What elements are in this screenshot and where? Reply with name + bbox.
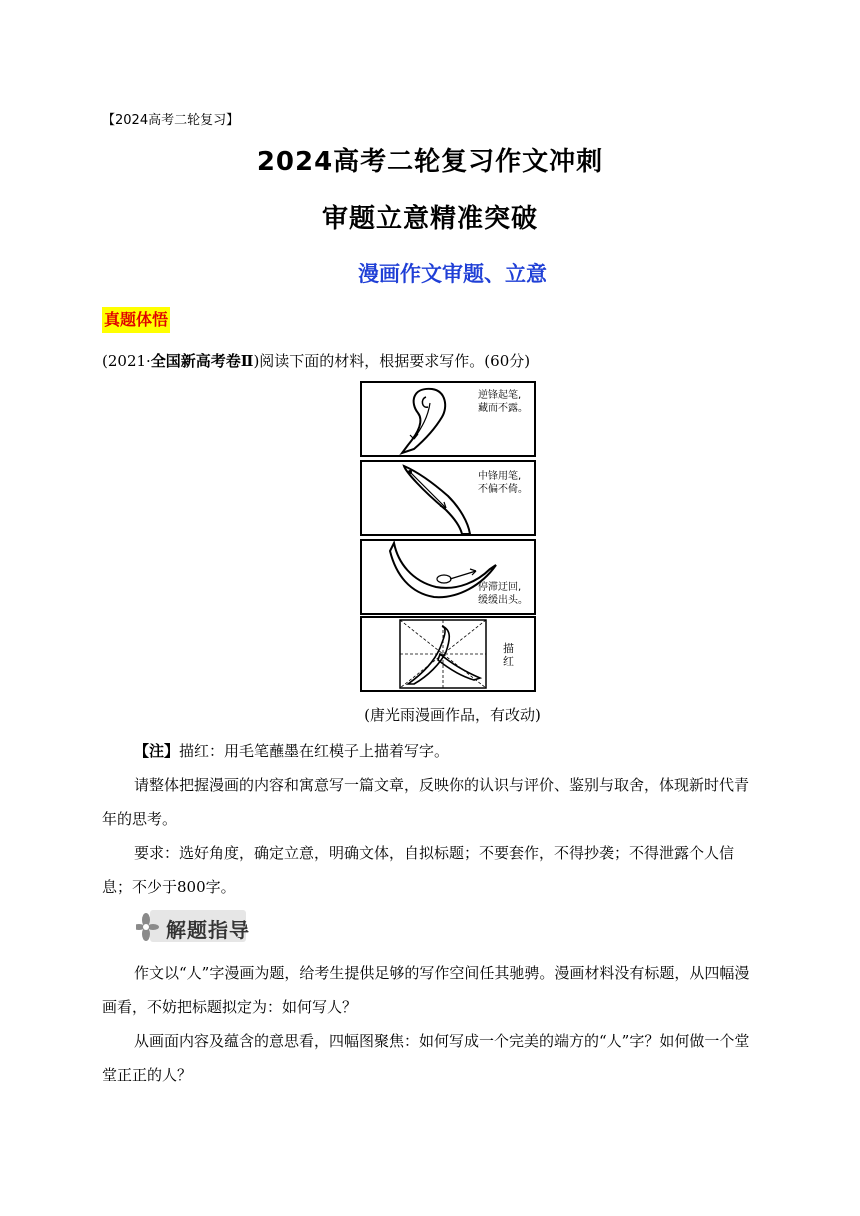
note-paragraph	[102, 734, 762, 768]
guide-banner-label: 解题指导	[166, 918, 250, 942]
header-tag: 【2024高考二轮复习】	[102, 113, 240, 128]
question-source: 全国新高考卷Ⅱ	[150, 352, 254, 370]
question-prompt	[102, 350, 530, 371]
comic-panel-2	[360, 460, 536, 536]
main-subtitle: 审题立意精准突破	[321, 204, 538, 234]
comic-panel-3	[360, 539, 536, 615]
question-suffix: )阅读下面的材料，根据要求写作。(60分)	[253, 352, 531, 370]
main-title: 2024高考二轮复习作文冲刺	[256, 147, 604, 177]
comic-caption-3: 停滞迂回, 缓缓出头。	[478, 582, 528, 606]
comic-panel-4	[360, 616, 536, 692]
note-text: 描红：用毛笔蘸墨在红模子上描着写字。	[179, 742, 450, 760]
comic-credit: (唐光雨漫画作品，有改动)	[364, 706, 541, 724]
guide-paragraph-1: 作文以“人”字漫画为题，给考生提供足够的写作空间任其驰骋。漫画材料没有标题，从四幅漫画看，不妨把标题拟定为：如何写人？	[102, 964, 750, 1016]
comic-caption-2: 中锋用笔, 不偏不倚。	[478, 471, 528, 495]
guide-paragraph-2: 从画面内容及蕴含的意思看，四幅图聚焦：如何写成一个完美的端方的“人”字？如何做一个堂堂正正的人？	[102, 1032, 750, 1084]
comic-caption-1: 逆锋起笔, 藏而不露。	[478, 390, 528, 414]
comic-panel-1	[360, 381, 536, 457]
question-prefix: (2021·	[102, 352, 151, 370]
requirement-paragraph-1: 请整体把握漫画的内容和寓意写一篇文章，反映你的认识与评价、鉴别与取舍，体现新时代青年的思考。	[102, 776, 750, 828]
requirement-paragraph-2: 要求：选好角度，确定立意，明确文体，自拟标题；不要套作，不得抄袭；不得泄露个人信息；不少于800字。	[102, 844, 735, 896]
comic-caption-4: 描 红	[503, 642, 514, 668]
topic-heading: 漫画作文审题、立意	[358, 262, 547, 286]
note-label: 【注】	[134, 742, 180, 760]
section-label-highlight: 真题体悟	[102, 307, 170, 333]
